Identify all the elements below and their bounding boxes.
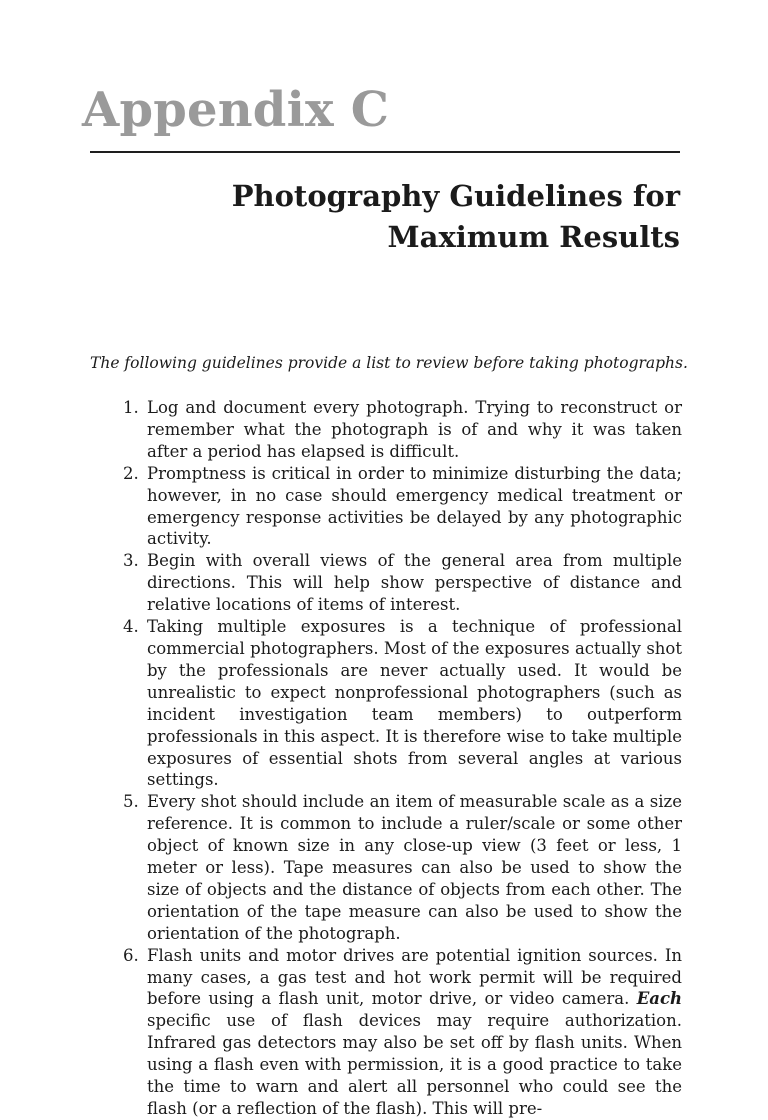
list-item-text: Promptness is critical in order to minimize disturbing the data; however, in no case should emergency medical treatment or emergency response activities be delayed by any photographic activity. [147,463,682,549]
list-item-number: 2. [123,463,139,483]
intro-paragraph: The following guidelines provide a list to review before taking photographs. [90,354,688,372]
list-item [90,463,682,551]
list-item-text: Begin with overall views of the general area from multiple directions. This will help show perspective of distance and relative locations of items of interest. [147,551,682,615]
chapter-title-line-1: Photography Guidelines for [231,179,680,213]
emphasized-word: Each [636,989,682,1009]
guidelines-list [90,397,682,1120]
list-item-number: 5. [123,792,139,812]
chapter-title-line-2: Maximum Results [387,220,680,254]
appendix-label: Appendix C [82,82,390,138]
list-item-text: Taking multiple exposures is a technique of professional commercial photographers. Most of the exposures actually shot by the professionals are never actually used. It would be unrealistic to expect nonprofessional photographers (such as incident investigation team members) to outperform professionals in this aspect. It is therefore wise to take multiple exposures of essential shots from several angles at various settings. [147,617,682,790]
list-item-text: Log and document every photograph. Trying to reconstruct or remember what the photograph is of and why it was taken after a period has elapsed is difficult. [147,398,682,461]
title-rule [90,151,680,153]
list-item-number: 4. [123,617,139,637]
list-item-text: Every shot should include an item of measurable scale as a size reference. It is common to include a ruler/scale or some other object of known size in any close-up view (3 feet or less, 1 meter or less). Tape measures can also be used to show the size of objects and the distance of objects from each other. The orientation of the tape measure can also be used to show the orientation of the photograph. [147,792,682,943]
list-item [90,397,682,463]
list-item-text-end: specific use of flash devices may require authorization. Infrared gas detectors may also be set off by flash units. When using a flash even with permission, it is a good practice to take the time to warn and alert all personnel who could see the flash (or a reflection of the flash). This will pre- [147,1011,682,1118]
list-item-number: 3. [123,551,139,571]
chapter-title [232,176,680,258]
list-item-text-start: Flash units and motor drives are potential ignition sources. In many cases, a gas test and hot work permit will be required before using a flash unit, motor drive, or video camera. [147,945,682,1009]
list-item [90,550,682,616]
list-item [90,616,682,791]
list-item-text [147,945,682,1120]
list-item [90,791,682,944]
list-item-number: 6. [123,945,139,965]
list-item-number: 1. [123,398,139,417]
list-item [90,945,682,1120]
